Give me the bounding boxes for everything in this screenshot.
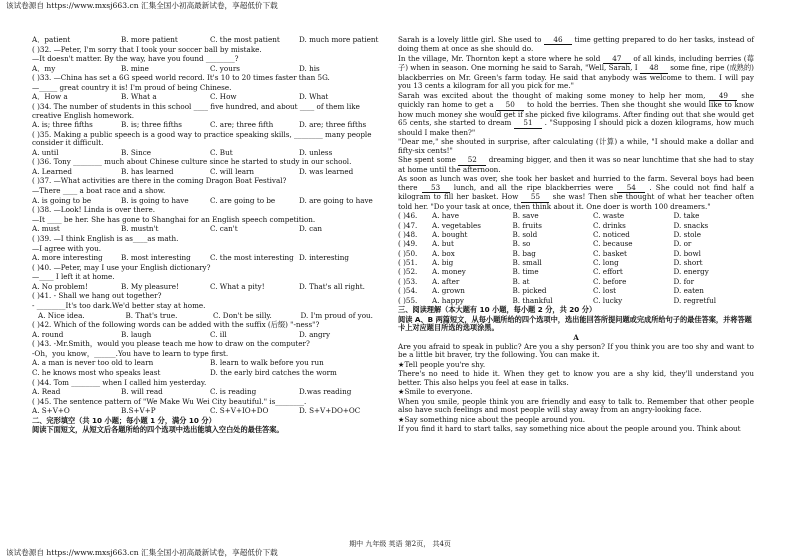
cloze-paragraph-5 bbox=[398, 156, 754, 174]
option: D. are going to have bbox=[299, 195, 373, 205]
q39-options bbox=[32, 254, 388, 262]
option: D. short bbox=[673, 258, 703, 268]
section-3-instruction: 阅读 A、B 两篇短文，从每小题所给的四个选项中，选出能回答所提问题或完成所给句子的最佳答案，并将答题卡上对应题目所选的选项涂黑。 bbox=[398, 314, 752, 333]
q35-options bbox=[32, 149, 388, 157]
question-45: ( )45. The sentence pattern of "We Make Wu Wei City beautiful." is________. bbox=[32, 396, 307, 406]
text: time getting prepared to do her tasks, instead of doing them at once as she should do. bbox=[398, 35, 754, 54]
q34-options bbox=[32, 121, 388, 129]
option: C. can't bbox=[210, 224, 238, 234]
option: D. for bbox=[673, 276, 694, 286]
text: lunch, and all the ripe blackberries were bbox=[453, 182, 614, 192]
question-35: ( )35. Making a public speech is a good way to practice speaking skills, ________ many people consider it difficult. bbox=[32, 129, 372, 148]
option: B. bag bbox=[512, 248, 536, 258]
options-row-48 bbox=[398, 231, 754, 239]
question-41-reply: - ________It's too dark.We'd better stay at home. bbox=[32, 301, 206, 310]
option: A. Nice idea. bbox=[38, 310, 85, 320]
option: D. bowl bbox=[673, 248, 701, 258]
option: B. sold bbox=[512, 229, 538, 239]
option: B. time bbox=[512, 267, 539, 277]
question-36: ( )36. Tony ________ much about Chinese culture since he started to study in our school. bbox=[32, 157, 352, 167]
option: A. No problem! bbox=[32, 281, 88, 291]
option: C. noticed bbox=[593, 229, 630, 239]
option: D. snacks bbox=[673, 220, 709, 230]
passage-a-label: A bbox=[573, 332, 579, 342]
question-37-reply: —There ____ a boat race and a show. bbox=[32, 186, 166, 196]
options-row-55 bbox=[398, 297, 754, 305]
option: A．How a bbox=[32, 92, 68, 102]
page-footer: 该试卷源自 https://www.mxsj663.cn 汇集全国小初高最新试卷，享超低价下载 bbox=[6, 548, 278, 558]
text: In the village, Mr. Thornton kept a store where he sold bbox=[398, 53, 601, 63]
text: Sarah was excited about the thought of making some money to help her mom, bbox=[398, 90, 706, 100]
text: She spent some bbox=[398, 155, 456, 165]
option: D. eaten bbox=[673, 286, 704, 296]
option: C. drinks bbox=[593, 220, 626, 230]
option: A. a man is never too old to learn bbox=[32, 358, 154, 368]
option: D. angry bbox=[299, 329, 331, 339]
option: C. because bbox=[593, 239, 633, 249]
option: C. lucky bbox=[593, 295, 623, 305]
q42-options bbox=[32, 331, 388, 339]
option: B. mine bbox=[121, 63, 149, 73]
option: C. Don't be silly. bbox=[213, 310, 272, 320]
option: A．my bbox=[32, 63, 56, 73]
option: C. before bbox=[593, 276, 627, 286]
option: B. What a bbox=[121, 92, 157, 102]
page-header: 该试卷源自 https://www.mxsj663.cn 汇集全国小初高最新试卷，享超低价下载 bbox=[6, 1, 278, 10]
option: B. will read bbox=[121, 387, 163, 397]
question-32: ( )32. —Peter, I'm sorry that I took your soccer ball by mistake. bbox=[32, 44, 262, 54]
passage-a-tip-3: ★Say something nice about the people around you. bbox=[398, 414, 586, 424]
q43-options-row-1 bbox=[32, 359, 388, 367]
q36-options bbox=[32, 168, 388, 176]
option: C. What a pity! bbox=[210, 281, 265, 291]
number: ( )48. bbox=[398, 229, 418, 239]
q37-options bbox=[32, 197, 388, 205]
option: C. lost bbox=[593, 286, 617, 296]
options-row-49 bbox=[398, 240, 754, 248]
cloze-paragraph-3 bbox=[398, 92, 754, 137]
option: A. is going to be bbox=[32, 195, 92, 205]
option: A. box bbox=[432, 248, 455, 258]
question-41: ( )41. - Shall we hang out together? bbox=[32, 291, 162, 301]
cloze-paragraph-1 bbox=[398, 36, 754, 54]
q45-options bbox=[32, 407, 388, 415]
question-39-reply: —I agree with you. bbox=[32, 243, 101, 253]
option: B. Since bbox=[121, 147, 151, 157]
option: C. How bbox=[210, 92, 237, 102]
text: dreaming bigger, and then it was so near lunchtime that she had to stay at home until the afternoon. bbox=[398, 155, 754, 174]
option: D. What bbox=[299, 92, 329, 102]
text: . "Supposing I should pick a dozen kilograms, how much should I make then?" bbox=[398, 118, 754, 137]
cloze-options bbox=[398, 212, 754, 305]
q33-options bbox=[32, 93, 388, 101]
options-row-54 bbox=[398, 287, 754, 295]
option: C. the most interesting bbox=[210, 253, 294, 263]
passage-a-tip-1: ★Tell people you're shy. bbox=[398, 359, 486, 369]
question-34: ( )34. The number of students in this school ____ five hundred, and about ____ of them like creative English homework. bbox=[32, 102, 360, 120]
option: C. are; three fifth bbox=[210, 120, 274, 130]
blank-50: 50 bbox=[496, 101, 524, 110]
number: ( )47. bbox=[398, 220, 418, 230]
option: C. But bbox=[210, 147, 233, 157]
option: B. That's true. bbox=[125, 310, 178, 320]
option: C. the most patient bbox=[210, 35, 280, 44]
option: B. so bbox=[512, 239, 531, 249]
passage-a-para-1: Are you afraid to speak in public? Are you a shy person? If you think you are too shy and want to be a little bit braver, try the following. You can make it. bbox=[398, 342, 754, 360]
page-number-footer: 期中 九年级 英语 第2页， 共4页 bbox=[349, 539, 451, 548]
option: D. was learned bbox=[299, 166, 354, 176]
option: A. must bbox=[32, 224, 60, 234]
option: D. are; three fifths bbox=[299, 120, 367, 130]
option: A. after bbox=[432, 276, 460, 286]
question-42: ( )42. Which of the following words can be added with the suffix (后缀) "-ness"? bbox=[32, 320, 320, 330]
option: B. save bbox=[512, 211, 539, 221]
option: A. is; three fifths bbox=[32, 120, 93, 130]
q43-options-row-2 bbox=[32, 369, 388, 377]
option: B. is going to have bbox=[121, 195, 189, 205]
blank-48: 48 bbox=[640, 64, 668, 73]
option: C. effort bbox=[593, 267, 623, 277]
q44-options bbox=[32, 388, 388, 396]
number: ( )53. bbox=[398, 276, 418, 286]
option: C. ill bbox=[210, 329, 227, 339]
cloze-paragraph-4: "Dear me," she shouted in surprise, after calculating (计算) a while, "I should make a dollar and fifty-six cents!" bbox=[398, 137, 754, 155]
option: B. mustn't bbox=[121, 224, 159, 234]
option: A. have bbox=[432, 211, 459, 221]
question-33-reply: —_____ great country it is! I'm proud of being Chinese. bbox=[32, 82, 232, 92]
options-row-52 bbox=[398, 268, 754, 276]
option: A. happy bbox=[432, 295, 464, 305]
options-row-46 bbox=[398, 212, 754, 220]
option: A. bought bbox=[432, 229, 468, 239]
option: C. is reading bbox=[210, 387, 257, 397]
option: D. the early bird catches the worm bbox=[210, 368, 337, 378]
option: B.S+V+P bbox=[121, 406, 156, 416]
option: A. vegetables bbox=[432, 220, 481, 230]
options-row-53 bbox=[398, 278, 754, 286]
option: D. take bbox=[673, 211, 700, 221]
passage-a-para-4: If you find it hard to start talks, say something nice about the people around you. Think about bbox=[398, 424, 741, 434]
question-43-reply: -Oh，you know，______.You have to learn to type first. bbox=[32, 348, 229, 358]
number: ( )49. bbox=[398, 239, 418, 249]
number: ( )54. bbox=[398, 286, 418, 296]
question-43: ( )43. -Mr.Smith，would you please teach me how to draw on the computer? bbox=[32, 339, 310, 349]
option: A. more interesting bbox=[32, 253, 103, 263]
option: C. long bbox=[593, 258, 619, 268]
left-column bbox=[32, 36, 388, 436]
question-44: ( )44. Tom ________ when I called him yesterday. bbox=[32, 377, 207, 387]
text: of all kinds, including berries (莓子) when in season. One morning he said to Sarah, "Well, Sarah, I bbox=[398, 53, 754, 73]
option: A. big bbox=[432, 258, 454, 268]
question-39: ( )39. —I think English is as____as math. bbox=[32, 233, 179, 243]
passage-a-tip-2: ★Smile to everyone. bbox=[398, 387, 473, 397]
option: A. grown bbox=[432, 286, 465, 296]
section-3-title: 三、阅读理解（本大题有 10 小题，每小题 2 分，共 20 分） bbox=[398, 305, 597, 315]
q31-options bbox=[32, 36, 388, 44]
option: D. energy bbox=[673, 267, 709, 277]
blank-54: 54 bbox=[617, 184, 645, 193]
text: . She could not find half a kilogram to fill her basket. How bbox=[398, 182, 754, 202]
option: D. interesting bbox=[299, 253, 349, 263]
passage-a-para-3: When you smile, people think you are friendly and easy to talk to. Remember that other people also have such feelings and most people will stay away from an angry-looking face. bbox=[398, 396, 754, 415]
option: D. I'm proud of you. bbox=[300, 310, 373, 320]
option: A. Read bbox=[32, 387, 61, 397]
option: D. stole bbox=[673, 229, 702, 239]
option: B. is; three fifths bbox=[121, 120, 182, 130]
option: C. will learn bbox=[210, 166, 255, 176]
number: ( )51. bbox=[398, 258, 418, 268]
option: B. most interesting bbox=[121, 253, 191, 263]
option: B. at bbox=[512, 276, 530, 286]
option: D. or bbox=[673, 239, 692, 249]
option: A. but bbox=[432, 239, 454, 249]
question-40-reply: —____ I left it at home. bbox=[32, 272, 115, 282]
blank-49: 49 bbox=[709, 92, 737, 101]
option: D. unless bbox=[299, 147, 333, 157]
blank-47: 47 bbox=[603, 55, 631, 64]
number: ( )50. bbox=[398, 248, 418, 258]
option: C. basket bbox=[593, 248, 627, 258]
option: D. can bbox=[299, 224, 323, 234]
blank-52: 52 bbox=[458, 156, 486, 165]
option: A. until bbox=[32, 147, 59, 157]
option: B. picked bbox=[512, 286, 547, 296]
right-column bbox=[398, 36, 754, 435]
q32-options bbox=[32, 65, 388, 73]
section-2-instruction: 阅读下面短文，从短文后各题所给的四个选项中选出能填入空白处的最佳答案。 bbox=[32, 425, 284, 435]
text: she was! Then she thought of what her teacher often told her. "Do your task at once, then think about it. One doer is worth 100 dreamers." bbox=[398, 192, 754, 211]
option: B. thankful bbox=[512, 295, 553, 305]
blank-53: 53 bbox=[422, 184, 450, 193]
question-32-reply: —It doesn't matter. By the way, have you found ________? bbox=[32, 54, 239, 64]
option: D. S+V+DO+OC bbox=[299, 406, 361, 416]
option: B. small bbox=[512, 258, 542, 268]
question-38-reply: —It ____ be her. She has gone to Shanghai for an English speech competition. bbox=[32, 214, 316, 224]
cloze-paragraph-6 bbox=[398, 175, 754, 211]
option: A. Learned bbox=[32, 166, 72, 176]
option: D. his bbox=[299, 63, 320, 73]
option: D. That's all right. bbox=[299, 281, 365, 291]
option: A. S+V+O bbox=[32, 406, 70, 416]
q40-options bbox=[32, 283, 388, 291]
option: C. S+V+IO+DO bbox=[210, 406, 269, 416]
option: B. fruits bbox=[512, 220, 542, 230]
options-row-51 bbox=[398, 259, 754, 267]
blank-46: 46 bbox=[544, 36, 572, 45]
blank-51: 51 bbox=[514, 119, 542, 128]
question-33: ( )33. —China has set a 6G speed world record. It's 10 to 20 times faster than 5G. bbox=[32, 73, 330, 83]
number: ( )55. bbox=[398, 295, 418, 305]
options-row-47 bbox=[398, 222, 754, 230]
number: ( )52. bbox=[398, 267, 418, 277]
option: B. laugh bbox=[121, 329, 152, 339]
option: B. My pleasure! bbox=[121, 281, 179, 291]
text: As soon as lunch was over, she took her basket and hurried to the farm. Several boys had been there bbox=[398, 174, 754, 192]
option: B. has learned bbox=[121, 166, 174, 176]
number: ( )46. bbox=[398, 211, 418, 221]
option: D.was reading bbox=[299, 387, 352, 397]
text: she quickly ran home to get a bbox=[398, 90, 754, 110]
question-37: ( )37. —What activities are there in the coming Dragon Boat Festival? bbox=[32, 176, 287, 186]
section-2-title: 二、完形填空（共 10 小题；每小题 1 分，满分 10 分） bbox=[32, 415, 216, 425]
option: A. money bbox=[432, 267, 466, 277]
option: A．patient bbox=[32, 35, 71, 44]
question-38: ( )38. —Look! Linda is over there. bbox=[32, 205, 156, 215]
option: A. round bbox=[32, 329, 64, 339]
cloze-paragraph-2 bbox=[398, 55, 754, 91]
text: to hold the berries. Then she thought she would like to know how much money she would get if she picked five kilograms. After finding out that she would get 65 cents, she started to dream bbox=[398, 100, 754, 128]
blank-55: 55 bbox=[521, 193, 549, 202]
option: C. he knows most who speaks least bbox=[32, 368, 161, 378]
option: B. learn to walk before you run bbox=[210, 358, 324, 368]
option: B. more patient bbox=[121, 35, 178, 44]
option: C. are going to be bbox=[210, 195, 276, 205]
options-row-50 bbox=[398, 250, 754, 258]
q38-options bbox=[32, 225, 388, 233]
option: C. yours bbox=[210, 63, 240, 73]
text: some fine, ripe (成熟的) blackberries on Mr. Green's farm today. He said that anybody was welcome to them. I will pay you 13 cents a kilogram for all you pick for me." bbox=[398, 63, 754, 91]
option: C. waste bbox=[593, 211, 625, 221]
option: D. regretful bbox=[673, 295, 717, 305]
option: D. much more patient bbox=[299, 35, 379, 44]
text: Sarah is a lovely little girl. She used to bbox=[398, 35, 542, 44]
question-40: ( )40. —Peter, may I use your English dictionary? bbox=[32, 262, 211, 272]
passage-a-para-2: There's no need to hide it. When they get to know you are a shy kid, they'll understand you better. This also helps you feel at ease in talks. bbox=[398, 369, 754, 387]
q41-options bbox=[32, 312, 388, 320]
